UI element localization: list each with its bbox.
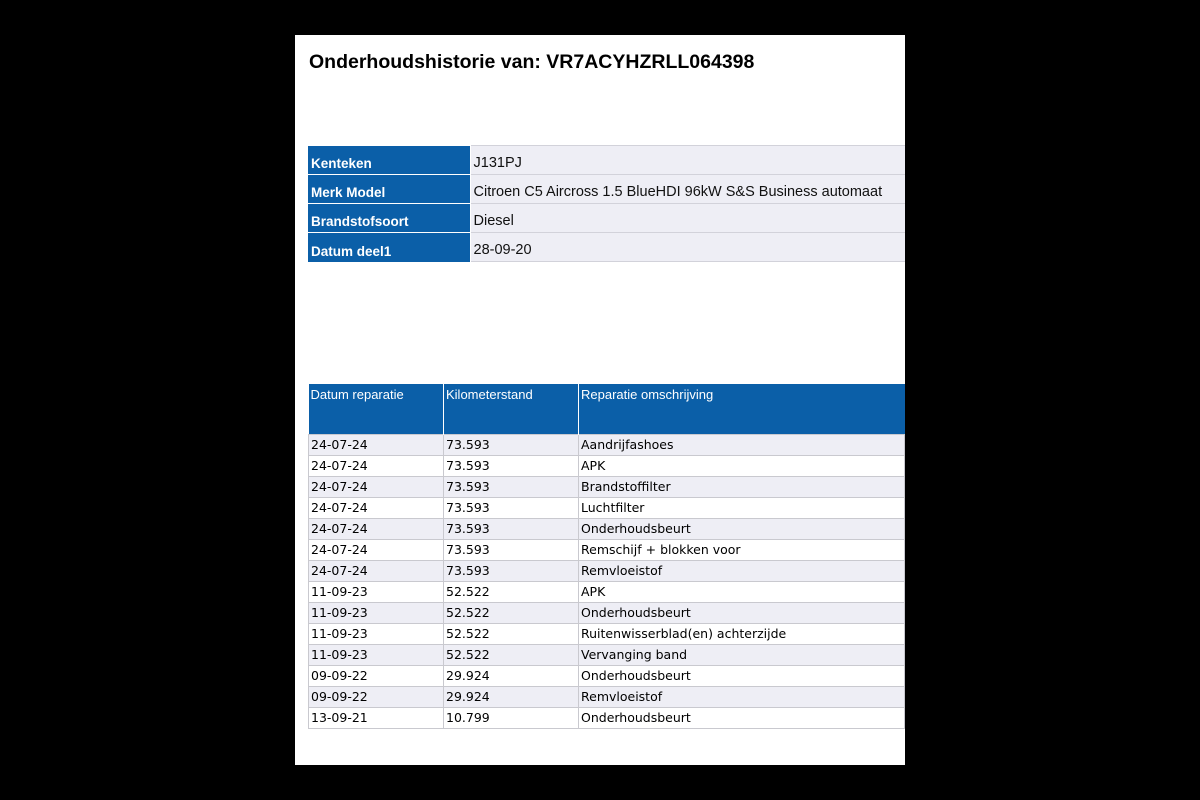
repair-mileage-cell: 73.593 bbox=[444, 434, 579, 455]
repair-description-cell: Aandrijfashoes bbox=[579, 434, 905, 455]
table-row bbox=[309, 623, 905, 644]
vehicle-info-table bbox=[308, 145, 905, 262]
table-row bbox=[309, 539, 905, 560]
repair-date-cell: 11-09-23 bbox=[309, 644, 444, 665]
repair-description-cell: Brandstoffilter bbox=[579, 476, 905, 497]
repair-header-row bbox=[309, 384, 905, 434]
table-row bbox=[309, 518, 905, 539]
repair-description-cell: Luchtfilter bbox=[579, 497, 905, 518]
repair-date-cell: 11-09-23 bbox=[309, 623, 444, 644]
repair-description-cell: Ruitenwisserblad(en) achterzijde bbox=[579, 623, 905, 644]
vehicle-info-value: Diesel bbox=[470, 204, 905, 233]
table-row bbox=[309, 497, 905, 518]
repair-mileage-cell: 10.799 bbox=[444, 707, 579, 728]
repair-mileage-cell: 73.593 bbox=[444, 560, 579, 581]
repair-mileage-cell: 73.593 bbox=[444, 539, 579, 560]
vehicle-info-row bbox=[308, 233, 905, 262]
repair-description-cell: APK bbox=[579, 581, 905, 602]
vehicle-info-value: 28-09-20 bbox=[470, 233, 905, 262]
repair-mileage-cell: 52.522 bbox=[444, 602, 579, 623]
repair-description-cell: Onderhoudsbeurt bbox=[579, 518, 905, 539]
repair-date-cell: 13-09-21 bbox=[309, 707, 444, 728]
repair-description-cell: Onderhoudsbeurt bbox=[579, 707, 905, 728]
document-page bbox=[295, 35, 905, 765]
vehicle-info-row bbox=[308, 175, 905, 204]
table-row bbox=[309, 686, 905, 707]
repair-description-cell: Onderhoudsbeurt bbox=[579, 602, 905, 623]
table-row bbox=[309, 434, 905, 455]
vehicle-info-label: Kenteken bbox=[308, 146, 470, 175]
repair-mileage-cell: 73.593 bbox=[444, 497, 579, 518]
column-header-mileage: Kilometerstand bbox=[444, 384, 579, 434]
vehicle-info-row bbox=[308, 204, 905, 233]
repair-description-cell: Remschijf + blokken voor bbox=[579, 539, 905, 560]
repair-mileage-cell: 73.593 bbox=[444, 476, 579, 497]
repair-mileage-cell: 73.593 bbox=[444, 518, 579, 539]
repair-date-cell: 09-09-22 bbox=[309, 686, 444, 707]
vehicle-info-value: Citroen C5 Aircross 1.5 BlueHDI 96kW S&S Business automaat bbox=[470, 175, 905, 204]
vehicle-info-value: J131PJ bbox=[470, 146, 905, 175]
table-row bbox=[309, 455, 905, 476]
repair-description-cell: APK bbox=[579, 455, 905, 476]
vehicle-info-label: Brandstofsoort bbox=[308, 204, 470, 233]
repair-date-cell: 09-09-22 bbox=[309, 665, 444, 686]
table-row bbox=[309, 476, 905, 497]
repair-mileage-cell: 29.924 bbox=[444, 686, 579, 707]
repair-history-table bbox=[308, 384, 905, 729]
repair-mileage-cell: 29.924 bbox=[444, 665, 579, 686]
table-row bbox=[309, 707, 905, 728]
repair-mileage-cell: 73.593 bbox=[444, 455, 579, 476]
table-row bbox=[309, 581, 905, 602]
repair-date-cell: 24-07-24 bbox=[309, 560, 444, 581]
repair-description-cell: Remvloeistof bbox=[579, 686, 905, 707]
repair-description-cell: Vervanging band bbox=[579, 644, 905, 665]
repair-date-cell: 24-07-24 bbox=[309, 455, 444, 476]
table-row bbox=[309, 644, 905, 665]
repair-date-cell: 24-07-24 bbox=[309, 497, 444, 518]
repair-date-cell: 11-09-23 bbox=[309, 602, 444, 623]
column-header-description: Reparatie omschrijving bbox=[579, 384, 905, 434]
table-row bbox=[309, 665, 905, 686]
repair-description-cell: Onderhoudsbeurt bbox=[579, 665, 905, 686]
repair-mileage-cell: 52.522 bbox=[444, 623, 579, 644]
repair-mileage-cell: 52.522 bbox=[444, 644, 579, 665]
table-row bbox=[309, 602, 905, 623]
repair-date-cell: 24-07-24 bbox=[309, 476, 444, 497]
vehicle-info-label: Merk Model bbox=[308, 175, 470, 204]
repair-date-cell: 11-09-23 bbox=[309, 581, 444, 602]
vehicle-info-row bbox=[308, 146, 905, 175]
table-row bbox=[309, 560, 905, 581]
repair-date-cell: 24-07-24 bbox=[309, 434, 444, 455]
repair-date-cell: 24-07-24 bbox=[309, 518, 444, 539]
column-header-date: Datum reparatie bbox=[309, 384, 444, 434]
vehicle-info-label: Datum deel1 bbox=[308, 233, 470, 262]
repair-description-cell: Remvloeistof bbox=[579, 560, 905, 581]
repair-date-cell: 24-07-24 bbox=[309, 539, 444, 560]
page-title: Onderhoudshistorie van: VR7ACYHZRLL064398 bbox=[309, 51, 755, 73]
repair-mileage-cell: 52.522 bbox=[444, 581, 579, 602]
